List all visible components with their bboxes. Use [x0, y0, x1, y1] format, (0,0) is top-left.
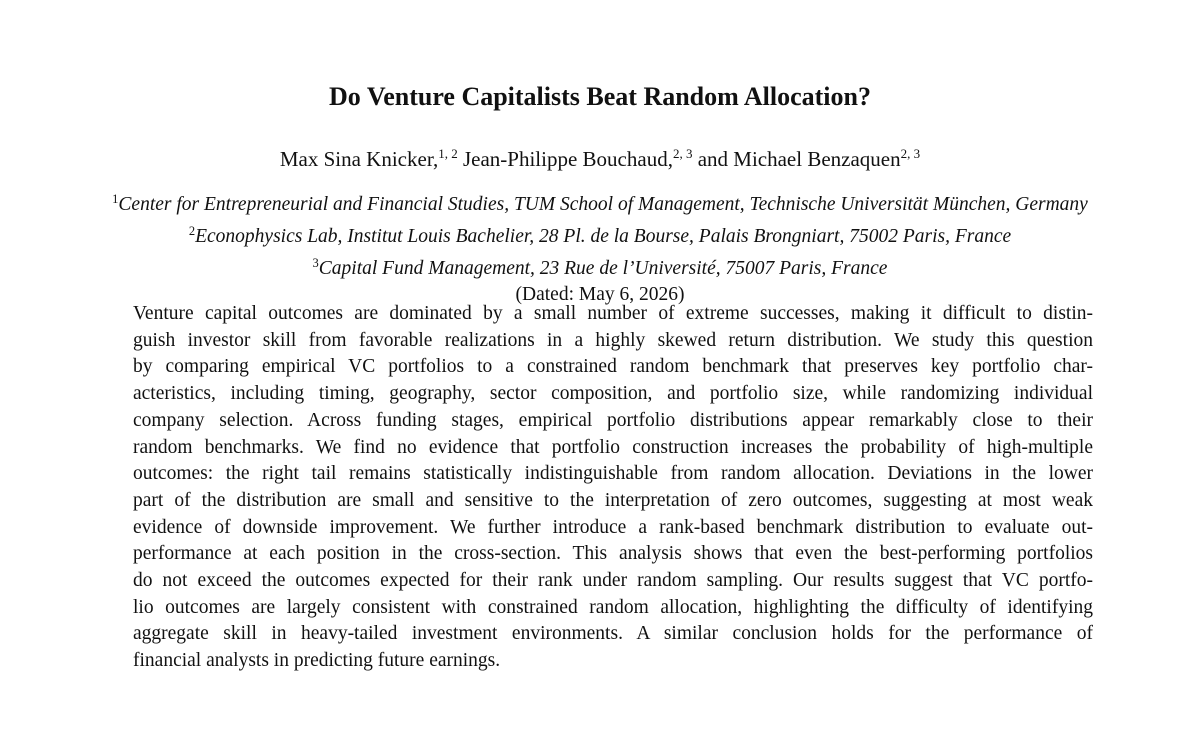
abstract-line: aggregate skill in heavy-tailed investment environments. A similar conclusion holds for the performance of: [133, 623, 1093, 645]
abstract-line: company selection. Across funding stages, empirical portfolio distributions appear remarkably close to their: [133, 409, 1093, 431]
author-affiliation-marker: 1, 2: [438, 146, 458, 161]
affiliation-number: 3: [312, 256, 319, 270]
affiliation-text: Center for Entrepreneurial and Financial Studies, TUM School of Management, Technische Universität München, Germany: [118, 194, 1088, 215]
author-name: Michael Benzaquen: [733, 147, 901, 171]
abstract-line: guish investor skill from favorable realizations in a highly skewed return distribution. We study this question: [133, 329, 1093, 351]
author-name: Max Sina Knicker,: [279, 147, 439, 171]
author-affiliation-marker: 2, 3: [672, 146, 693, 161]
author-conjunction: and: [697, 147, 729, 171]
author-list: [0, 146, 1200, 172]
affiliation-1: [0, 186, 1200, 218]
abstract-line: by comparing empirical VC portfolios to a constrained random benchmark that preserves key portfolio char-: [133, 356, 1093, 378]
abstract: [133, 301, 1093, 675]
abstract-line: acteristics, including timing, geography, sector composition, and portfolio size, while randomizing individual: [133, 383, 1093, 405]
abstract-line: performance at each position in the cross-section. This analysis shows that even the best-performing portfolios: [133, 543, 1093, 565]
affiliation-number: 2: [188, 224, 196, 238]
abstract-line: part of the distribution are small and sensitive to the interpretation of zero outcomes, suggesting at most weak: [133, 489, 1093, 511]
dated-line: (Dated: May 6, 2026): [515, 284, 685, 305]
abstract-line: evidence of downside improvement. We further introduce a rank-based benchmark distribution to evaluate out-: [133, 516, 1093, 538]
affiliations: [0, 186, 1200, 308]
author-name: Jean-Philippe Bouchaud,: [462, 147, 673, 171]
abstract-line: outcomes: the right tail remains statistically indistinguishable from random allocation. Deviations in the lower: [133, 463, 1093, 485]
abstract-line: random benchmarks. We find no evidence that portfolio construction increases the probability of high-multiple: [133, 436, 1093, 458]
affiliation-3: [0, 250, 1200, 282]
abstract-line: financial analysts in predicting future earnings.: [133, 650, 501, 672]
abstract-line: lio outcomes are largely consistent with constrained random allocation, highlighting the difficulty of identifying: [133, 596, 1093, 618]
abstract-line: do not exceed the outcomes expected for their rank under random sampling. Our results suggest that VC portfo-: [133, 570, 1093, 592]
affiliation-number: 1: [112, 192, 119, 206]
affiliation-2: [0, 218, 1200, 250]
author-affiliation-marker: 2, 3: [900, 146, 921, 161]
abstract-line: Venture capital outcomes are dominated by a small number of extreme successes, making it difficult to distin-: [133, 303, 1093, 324]
affiliation-text: Econophysics Lab, Institut Louis Bachelier, 28 Pl. de la Bourse, Palais Brongniart, 75002 Paris, France: [195, 226, 1012, 247]
affiliation-text: Capital Fund Management, 23 Rue de l’Université, 75007 Paris, France: [318, 258, 888, 279]
paper-title: Do Venture Capitalists Beat Random Allocation?: [329, 82, 871, 111]
